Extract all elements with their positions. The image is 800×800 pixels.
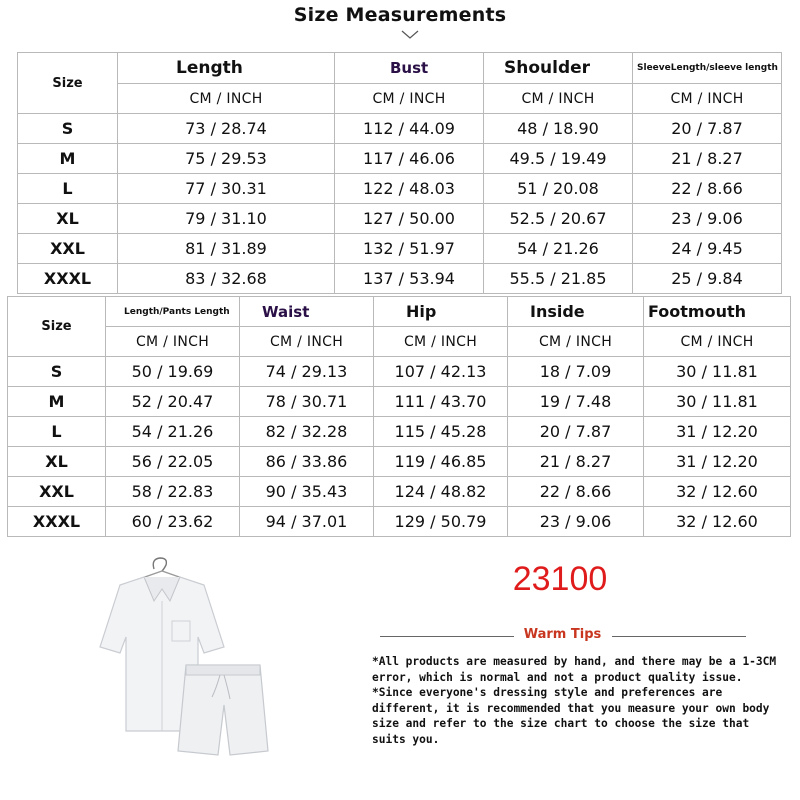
measurement-cell: 122 / 48.03 [335,174,484,204]
measurement-cell: 132 / 51.97 [335,234,484,264]
measurement-cell: 48 / 18.90 [484,114,633,144]
unit-cell: CM / INCH [633,84,782,114]
measurement-cell: 82 / 32.28 [240,417,374,447]
table-row [18,114,782,144]
table-row [18,174,782,204]
unit-cell: CM / INCH [118,84,335,114]
table-row [8,477,791,507]
unit-cell: CM / INCH [484,84,633,114]
measurement-cell: 112 / 44.09 [335,114,484,144]
chevron-down-icon [401,30,419,40]
measurement-cell: 83 / 32.68 [118,264,335,294]
table-row [8,387,791,417]
measurement-cell: 137 / 53.94 [335,264,484,294]
size-header: Size [18,53,118,114]
shorts-size-table [7,296,791,537]
column-header-length: Length [118,53,335,84]
size-label: L [8,417,106,447]
size-label: M [8,387,106,417]
divider-right [612,636,746,637]
measurement-cell: 54 / 21.26 [106,417,240,447]
measurement-cell: 50 / 19.69 [106,357,240,387]
size-header: Size [8,297,106,357]
measurement-cell: 32 / 12.60 [644,507,791,537]
product-code: 23100 [512,560,608,598]
measurement-cell: 79 / 31.10 [118,204,335,234]
page-title: Size Measurements [293,4,507,26]
measurement-cell: 18 / 7.09 [508,357,644,387]
unit-cell: CM / INCH [374,327,508,357]
divider-left [380,636,514,637]
size-label: M [18,144,118,174]
measurement-cell: 58 / 22.83 [106,477,240,507]
measurement-cell: 21 / 8.27 [633,144,782,174]
measurement-cell: 30 / 11.81 [644,387,791,417]
measurement-cell: 24 / 9.45 [633,234,782,264]
measurement-cell: 94 / 37.01 [240,507,374,537]
measurement-cell: 52 / 20.47 [106,387,240,417]
measurement-cell: 30 / 11.81 [644,357,791,387]
column-header-pants-length: Length/Pants Length [106,297,240,327]
column-header-hip: Hip [374,297,508,327]
measurement-cell: 19 / 7.48 [508,387,644,417]
measurement-cell: 75 / 29.53 [118,144,335,174]
column-header-footmouth: Footmouth [644,297,791,327]
measurement-cell: 55.5 / 21.85 [484,264,633,294]
measurement-cell: 90 / 35.43 [240,477,374,507]
measurement-cell: 115 / 45.28 [374,417,508,447]
measurement-cell: 111 / 43.70 [374,387,508,417]
size-label: XXXL [18,264,118,294]
measurement-cell: 129 / 50.79 [374,507,508,537]
shorts-icon [178,665,268,755]
measurement-cell: 20 / 7.87 [633,114,782,144]
measurement-cell: 86 / 33.86 [240,447,374,477]
column-header-sleeve: SleeveLength/sleeve length [633,53,782,84]
measurement-cell: 23 / 9.06 [633,204,782,234]
measurement-cell: 81 / 31.89 [118,234,335,264]
column-header-bust: Bust [335,53,484,84]
column-header-inside: Inside [508,297,644,327]
size-label: XXXL [8,507,106,537]
size-label: S [8,357,106,387]
measurement-cell: 49.5 / 19.49 [484,144,633,174]
measurement-cell: 32 / 12.60 [644,477,791,507]
warm-tips-text: *All products are measured by hand, and there may be a 1-3CM error, which is normal and not a product quality issue. *Since everyone's dressing style and preferences are different, it is recommended that you measure your own body size and refer to the size chart to choose the size that suits you. [372,655,777,746]
measurement-cell: 74 / 29.13 [240,357,374,387]
size-label: XXL [18,234,118,264]
measurement-cell: 51 / 20.08 [484,174,633,204]
measurement-cell: 117 / 46.06 [335,144,484,174]
table-row [8,507,791,537]
size-label: XL [8,447,106,477]
size-label: S [18,114,118,144]
measurement-cell: 73 / 28.74 [118,114,335,144]
column-header-waist: Waist [240,297,374,327]
measurement-cell: 119 / 46.85 [374,447,508,477]
measurement-cell: 54 / 21.26 [484,234,633,264]
table-row [18,144,782,174]
measurement-cell: 127 / 50.00 [335,204,484,234]
column-header-shoulder: Shoulder [484,53,633,84]
product-image-shirt-shorts-set [92,555,272,770]
unit-cell: CM / INCH [335,84,484,114]
measurement-cell: 124 / 48.82 [374,477,508,507]
table-row [8,357,791,387]
measurement-cell: 78 / 30.71 [240,387,374,417]
warm-tips-title: Warm Tips [523,627,602,642]
unit-cell: CM / INCH [106,327,240,357]
measurement-cell: 60 / 23.62 [106,507,240,537]
measurement-cell: 31 / 12.20 [644,447,791,477]
table-row [8,417,791,447]
measurement-cell: 25 / 9.84 [633,264,782,294]
measurement-cell: 56 / 22.05 [106,447,240,477]
measurement-cell: 22 / 8.66 [508,477,644,507]
measurement-cell: 107 / 42.13 [374,357,508,387]
measurement-cell: 77 / 30.31 [118,174,335,204]
table-row [18,204,782,234]
measurement-cell: 22 / 8.66 [633,174,782,204]
size-label: XXL [8,477,106,507]
table-row [18,264,782,294]
measurement-cell: 20 / 7.87 [508,417,644,447]
unit-cell: CM / INCH [240,327,374,357]
measurement-cell: 21 / 8.27 [508,447,644,477]
measurement-cell: 31 / 12.20 [644,417,791,447]
unit-cell: CM / INCH [508,327,644,357]
measurement-cell: 52.5 / 20.67 [484,204,633,234]
size-label: L [18,174,118,204]
table-row [8,447,791,477]
measurement-cell: 23 / 9.06 [508,507,644,537]
table-row [18,234,782,264]
size-label: XL [18,204,118,234]
shirt-size-table [17,52,782,294]
unit-cell: CM / INCH [644,327,791,357]
